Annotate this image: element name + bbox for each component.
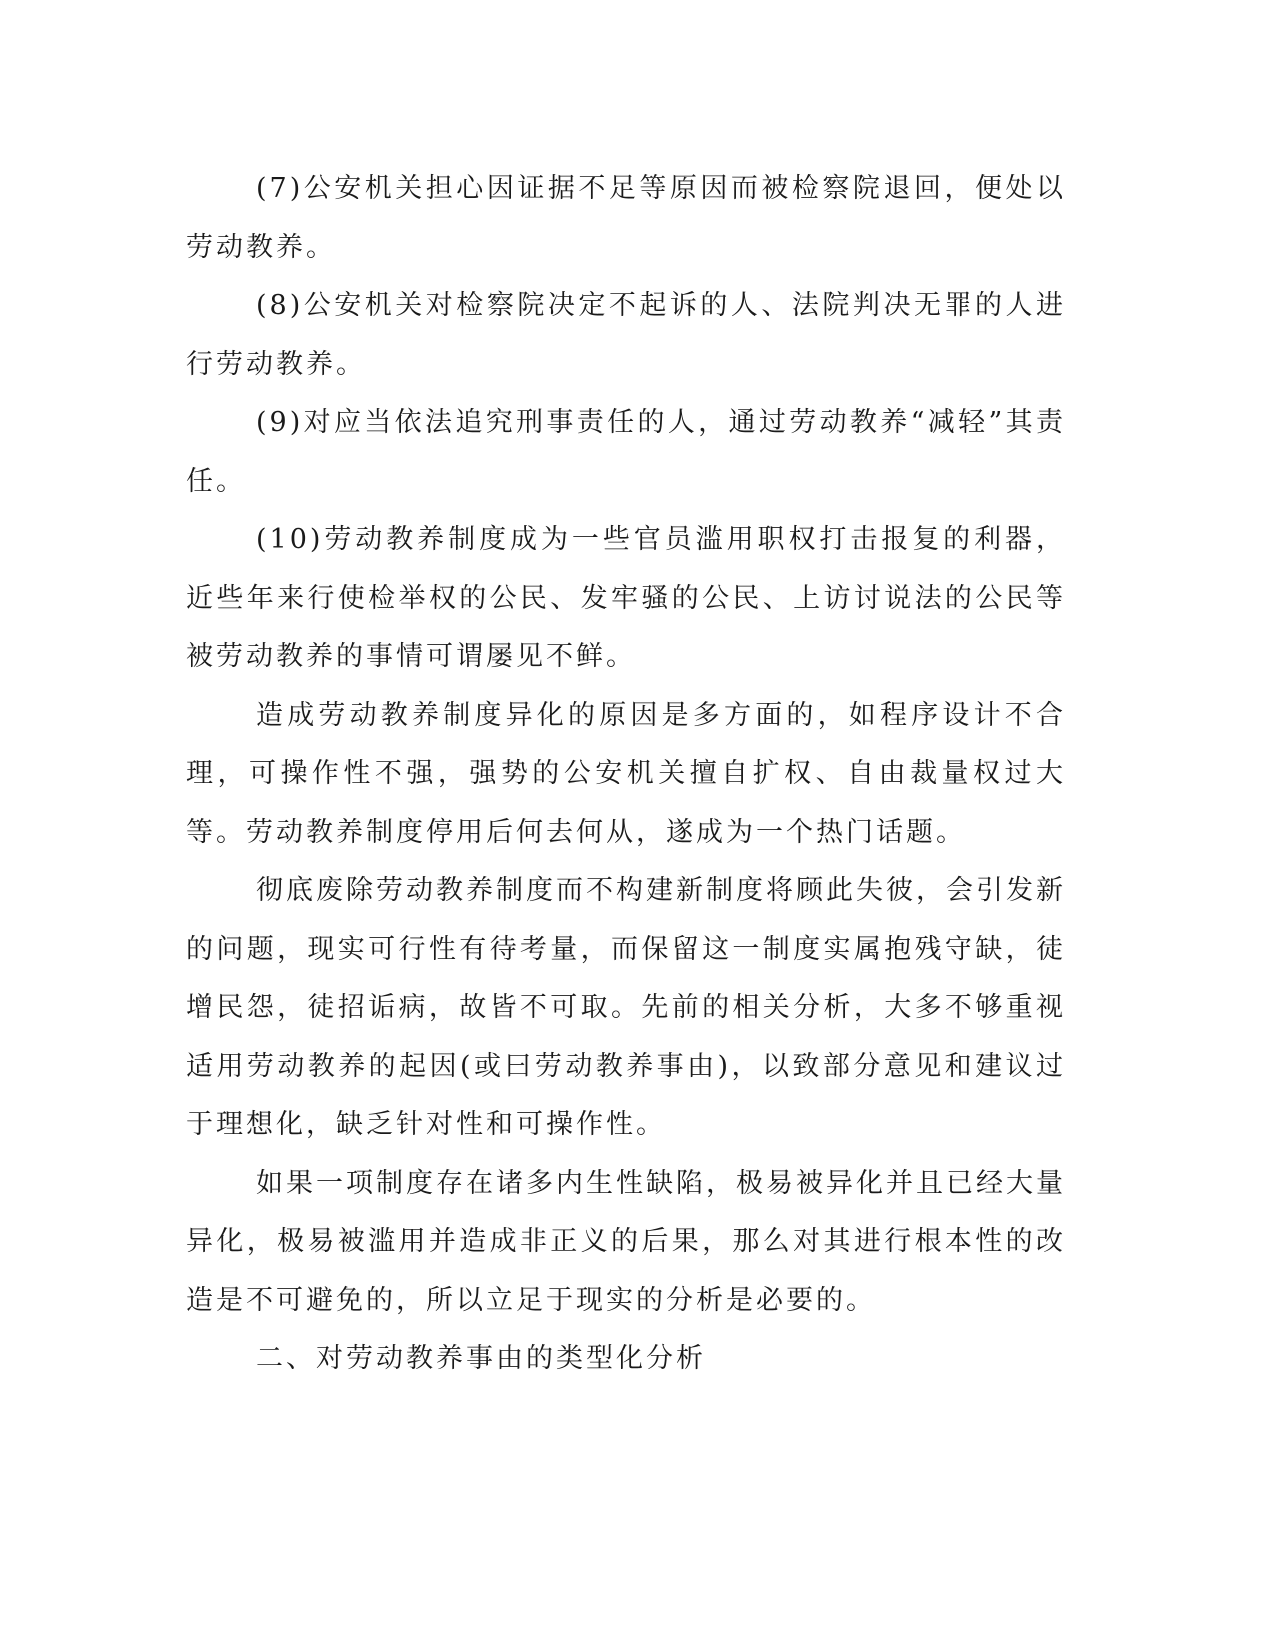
paragraph-item-10: (10)劳动教养制度成为一些官员滥用职权打击报复的利器，近些年来行使检举权的公民、发牢骚的公民、上访讨说法的公民等被劳动教养的事情可谓屡见不鲜。: [186, 524, 1066, 672]
section-heading: 二、对劳动教养事由的类型化分析: [256, 1343, 706, 1374]
paragraph-abolition: 彻底废除劳动教养制度而不构建新制度将顾此失彼，会引发新的问题，现实可行性有待考量，而保留这一制度实属抱残守缺，徒增民怨，徒招诟病，故皆不可取。先前的相关分析，大多不够重视适用劳动教养的起因(或曰劳动教养事由)，以致部分意见和建议过于理想化，缺乏针对性和可操作性。: [186, 875, 1066, 1140]
paragraph-item-9: (9)对应当依法追究刑事责任的人，通过劳动教养“减轻”其责任。: [186, 407, 1066, 497]
paragraph-reform: 如果一项制度存在诸多内生性缺陷，极易被异化并且已经大量异化，极易被滥用并造成非正义的后果，那么对其进行根本性的改造是不可避免的，所以立足于现实的分析是必要的。: [186, 1167, 1066, 1316]
paragraph-item-7: (7)公安机关担心因证据不足等原因而被检察院退回，便处以劳动教养。: [186, 173, 1066, 263]
paragraph-causes: 造成劳动教养制度异化的原因是多方面的，如程序设计不合理，可操作性不强，强势的公安机关擅自扩权、自由裁量权过大等。劳动教养制度停用后何去何从，遂成为一个热门话题。: [186, 699, 1066, 848]
paragraph-item-8: (8)公安机关对检察院决定不起诉的人、法院判决无罪的人进行劳动教养。: [186, 290, 1066, 380]
document-body: [186, 160, 1066, 1389]
